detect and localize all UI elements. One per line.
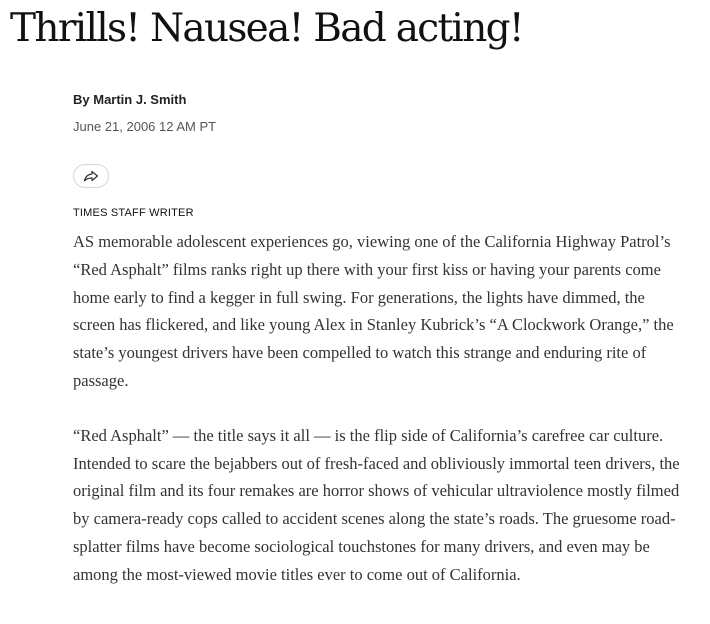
article-paragraph: AS memorable adolescent experiences go, viewing one of the California Highway Patrol’s “Red Asphalt” films ranks right up there with your first kiss or having your parents come home early to find a kegger in full swing. For generations, the lights have dimmed, the screen has flickered, and like young Alex in Stanley Kubrick’s “A Clockwork Orange,” the state’s youngest drivers have been compelled to watch this strange and enduring rite of passage. <box>73 232 674 390</box>
publish-date: June 21, 2006 12 AM PT <box>73 119 217 134</box>
article-paragraph: “Red Asphalt” — the title says it all — is the flip side of California’s carefree car culture. Intended to scare the bejabbers out of fresh-faced and obliviously immortal teen drivers, the original film and its four remakes are horror shows of vehicular ultraviolence mostly filmed by camera-ready cops called to accident scenes along the state’s roads. The gruesome road-splatter films have become sociological touchstones for many drivers, and even may be among the most-viewed movie titles ever to come out of California. <box>73 425 680 584</box>
author-link[interactable]: Martin J. Smith <box>93 92 187 107</box>
share-button[interactable] <box>73 164 109 188</box>
article-body <box>73 228 687 616</box>
article-headline: Thrills! Nausea! Bad acting! <box>10 6 523 51</box>
byline-prefix: By <box>73 92 94 107</box>
share-arrow-icon <box>83 170 99 182</box>
byline <box>73 92 186 108</box>
kicker: TIMES STAFF WRITER <box>73 207 194 219</box>
